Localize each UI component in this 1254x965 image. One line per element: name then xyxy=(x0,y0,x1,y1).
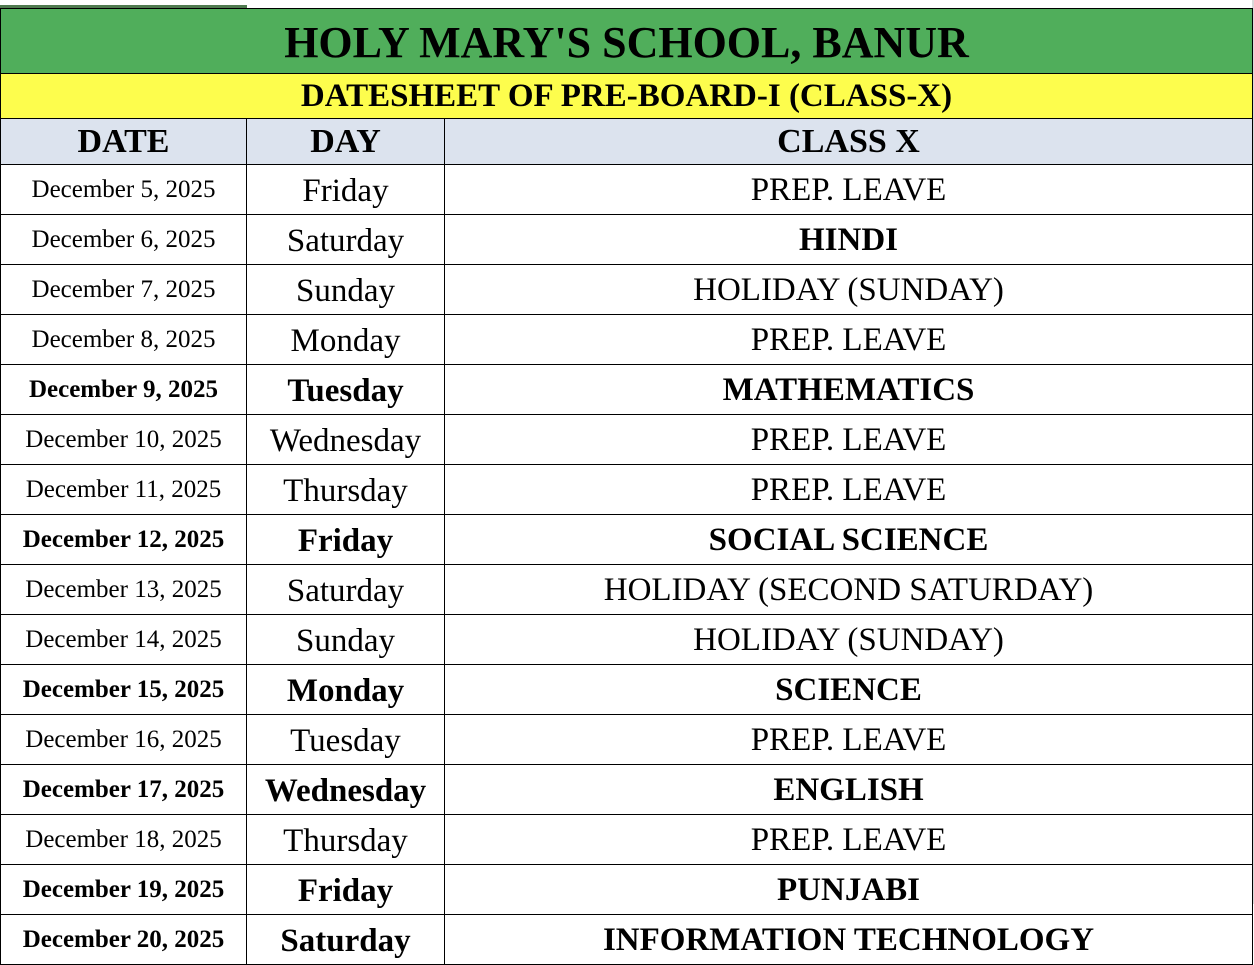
day-cell[interactable]: Sunday xyxy=(247,265,445,315)
day-cell[interactable]: Saturday xyxy=(247,215,445,265)
date-cell[interactable]: December 14, 2025 xyxy=(1,615,247,665)
subject-cell[interactable]: SOCIAL SCIENCE xyxy=(445,515,1253,565)
table-row xyxy=(1,365,1253,415)
subject-cell[interactable]: PREP. LEAVE xyxy=(445,815,1253,865)
subject-cell[interactable]: HOLIDAY (SUNDAY) xyxy=(445,265,1253,315)
day-cell[interactable]: Friday xyxy=(247,515,445,565)
date-cell[interactable]: December 7, 2025 xyxy=(1,265,247,315)
table-row xyxy=(1,715,1253,765)
table-row xyxy=(1,865,1253,915)
subject-cell[interactable]: HINDI xyxy=(445,215,1253,265)
subject-cell[interactable]: ENGLISH xyxy=(445,765,1253,815)
table-row xyxy=(1,215,1253,265)
header-date[interactable]: DATE xyxy=(1,119,247,165)
day-cell[interactable]: Wednesday xyxy=(247,415,445,465)
subtitle-row xyxy=(1,74,1253,119)
subject-cell[interactable]: INFORMATION TECHNOLOGY xyxy=(445,915,1253,965)
header-row xyxy=(1,119,1253,165)
day-cell[interactable]: Saturday xyxy=(247,565,445,615)
subject-cell[interactable]: PUNJABI xyxy=(445,865,1253,915)
date-cell[interactable]: December 12, 2025 xyxy=(1,515,247,565)
date-cell[interactable]: December 15, 2025 xyxy=(1,665,247,715)
subject-cell[interactable]: PREP. LEAVE xyxy=(445,465,1253,515)
date-cell[interactable]: December 9, 2025 xyxy=(1,365,247,415)
table-row xyxy=(1,415,1253,465)
date-cell[interactable]: December 17, 2025 xyxy=(1,765,247,815)
subject-cell[interactable]: MATHEMATICS xyxy=(445,365,1253,415)
subject-cell[interactable]: PREP. LEAVE xyxy=(445,715,1253,765)
date-cell[interactable]: December 13, 2025 xyxy=(1,565,247,615)
date-cell[interactable]: December 6, 2025 xyxy=(1,215,247,265)
table-row xyxy=(1,515,1253,565)
table-row xyxy=(1,565,1253,615)
day-cell[interactable]: Wednesday xyxy=(247,765,445,815)
table-row xyxy=(1,815,1253,865)
subject-cell[interactable]: HOLIDAY (SECOND SATURDAY) xyxy=(445,565,1253,615)
title-row xyxy=(1,9,1253,74)
subject-cell[interactable]: SCIENCE xyxy=(445,665,1253,715)
table-row xyxy=(1,915,1253,965)
school-title[interactable]: HOLY MARY'S SCHOOL, BANUR xyxy=(1,9,1253,74)
table-row xyxy=(1,165,1253,215)
day-cell[interactable]: Tuesday xyxy=(247,715,445,765)
date-cell[interactable]: December 20, 2025 xyxy=(1,915,247,965)
date-cell[interactable]: December 11, 2025 xyxy=(1,465,247,515)
table-row xyxy=(1,315,1253,365)
date-cell[interactable]: December 16, 2025 xyxy=(1,715,247,765)
day-cell[interactable]: Friday xyxy=(247,165,445,215)
date-cell[interactable]: December 8, 2025 xyxy=(1,315,247,365)
date-cell[interactable]: December 18, 2025 xyxy=(1,815,247,865)
day-cell[interactable]: Friday xyxy=(247,865,445,915)
day-cell[interactable]: Thursday xyxy=(247,815,445,865)
day-cell[interactable]: Sunday xyxy=(247,615,445,665)
day-cell[interactable]: Monday xyxy=(247,315,445,365)
header-day[interactable]: DAY xyxy=(247,119,445,165)
date-cell[interactable]: December 5, 2025 xyxy=(1,165,247,215)
date-cell[interactable]: December 10, 2025 xyxy=(1,415,247,465)
table-row xyxy=(1,615,1253,665)
subject-cell[interactable]: PREP. LEAVE xyxy=(445,415,1253,465)
day-cell[interactable]: Tuesday xyxy=(247,365,445,415)
table-row xyxy=(1,465,1253,515)
header-class[interactable]: CLASS X xyxy=(445,119,1253,165)
subject-cell[interactable]: PREP. LEAVE xyxy=(445,315,1253,365)
table-row xyxy=(1,765,1253,815)
datesheet-table xyxy=(0,8,1253,965)
subject-cell[interactable]: PREP. LEAVE xyxy=(445,165,1253,215)
day-cell[interactable]: Monday xyxy=(247,665,445,715)
subject-cell[interactable]: HOLIDAY (SUNDAY) xyxy=(445,615,1253,665)
day-cell[interactable]: Saturday xyxy=(247,915,445,965)
day-cell[interactable]: Thursday xyxy=(247,465,445,515)
table-row xyxy=(1,665,1253,715)
datesheet-subtitle[interactable]: DATESHEET OF PRE-BOARD-I (CLASS-X) xyxy=(1,74,1253,119)
table-row xyxy=(1,265,1253,315)
date-cell[interactable]: December 19, 2025 xyxy=(1,865,247,915)
